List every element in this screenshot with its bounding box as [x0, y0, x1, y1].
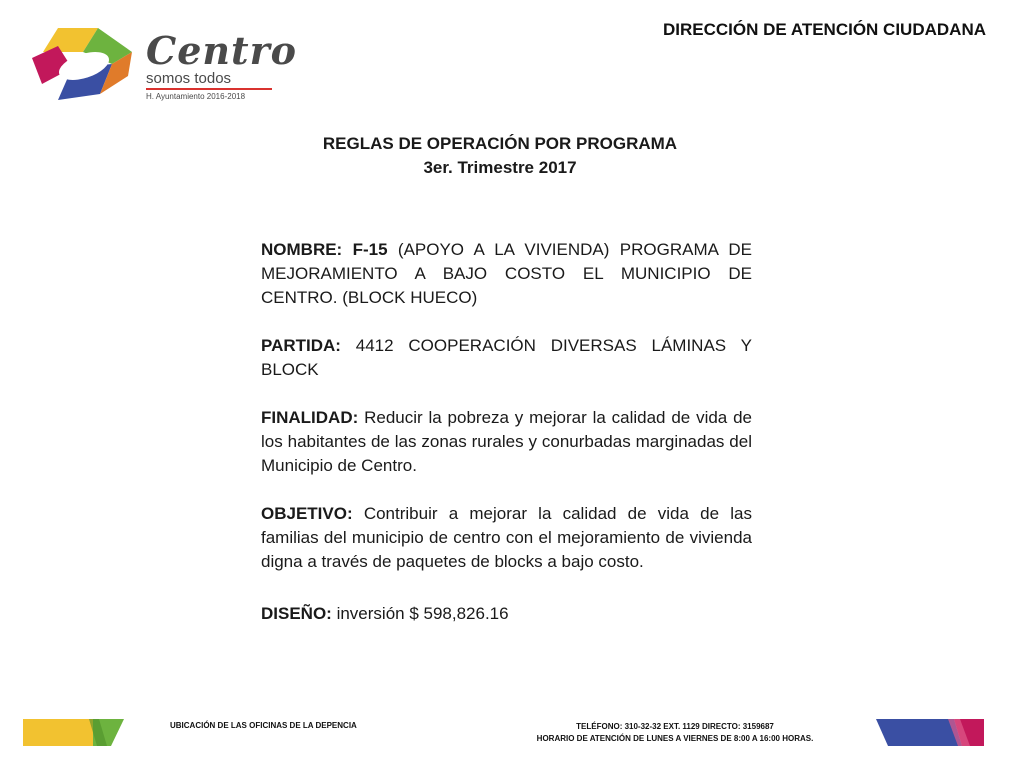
finalidad-text: Reducir la pobreza y mejorar la calidad de vida de los habitantes de las zonas rurales y conurbadas marginadas del Municipio de Centro. — [261, 408, 752, 475]
footer-left-color-bar — [23, 719, 124, 746]
footer-right-color-bar — [876, 719, 984, 746]
centro-logo-icon — [28, 24, 138, 104]
nombre-text: (APOYO A LA VIVIENDA) PROGRAMA DE MEJORAMIENTO A BAJO COSTO EL MUNICIPIO DE CENTRO. (BLOCK HUECO) — [261, 240, 752, 307]
brand-name: Centro — [146, 28, 297, 73]
document-title-block — [0, 132, 1000, 180]
diseno-label: DISEÑO: — [261, 604, 332, 623]
brand-period: H. Ayuntamiento 2016-2018 — [146, 92, 246, 101]
diseno-text: inversión $ 598,826.16 — [336, 604, 509, 623]
objetivo-paragraph — [261, 502, 752, 574]
document-title: REGLAS DE OPERACIÓN POR PROGRAMA — [322, 134, 678, 153]
partida-label: PARTIDA: — [261, 336, 341, 355]
footer-contact — [520, 721, 830, 745]
objetivo-text: Contribuir a mejorar la calidad de vida de las familias del municipio de centro con el mejoramiento de vivienda digna a través de paquetes de blocks a bajo costo. — [261, 504, 752, 571]
objetivo-label: OBJETIVO: — [261, 504, 353, 523]
partida-text: 4412 COOPERACIÓN DIVERSAS LÁMINAS Y BLOCK — [261, 336, 752, 379]
brand-rule — [146, 88, 272, 90]
nombre-code: F-15 — [352, 240, 388, 259]
nombre-label: NOMBRE: — [261, 240, 343, 259]
diseno-paragraph — [261, 602, 752, 626]
finalidad-paragraph — [261, 406, 752, 478]
footer-hours: HORARIO DE ATENCIÓN DE LUNES A VIERNES DE 8:00 A 16:00 HORAS. — [536, 734, 814, 743]
partida-paragraph — [261, 334, 752, 382]
footer-location: UBICACIÓN DE LAS OFICINAS DE LA DEPENCIA — [170, 721, 357, 730]
document-content — [261, 238, 752, 626]
finalidad-label: FINALIDAD: — [261, 408, 359, 427]
nombre-paragraph — [261, 238, 752, 310]
brand-slogan: somos todos — [146, 70, 232, 87]
department-title: DIRECCIÓN DE ATENCIÓN CIUDADANA — [663, 20, 986, 39]
document-subtitle: 3er. Trimestre 2017 — [423, 158, 577, 177]
footer-phone: TELÉFONO: 310-32-32 EXT. 1129 DIRECTO: 3159687 — [576, 722, 774, 731]
